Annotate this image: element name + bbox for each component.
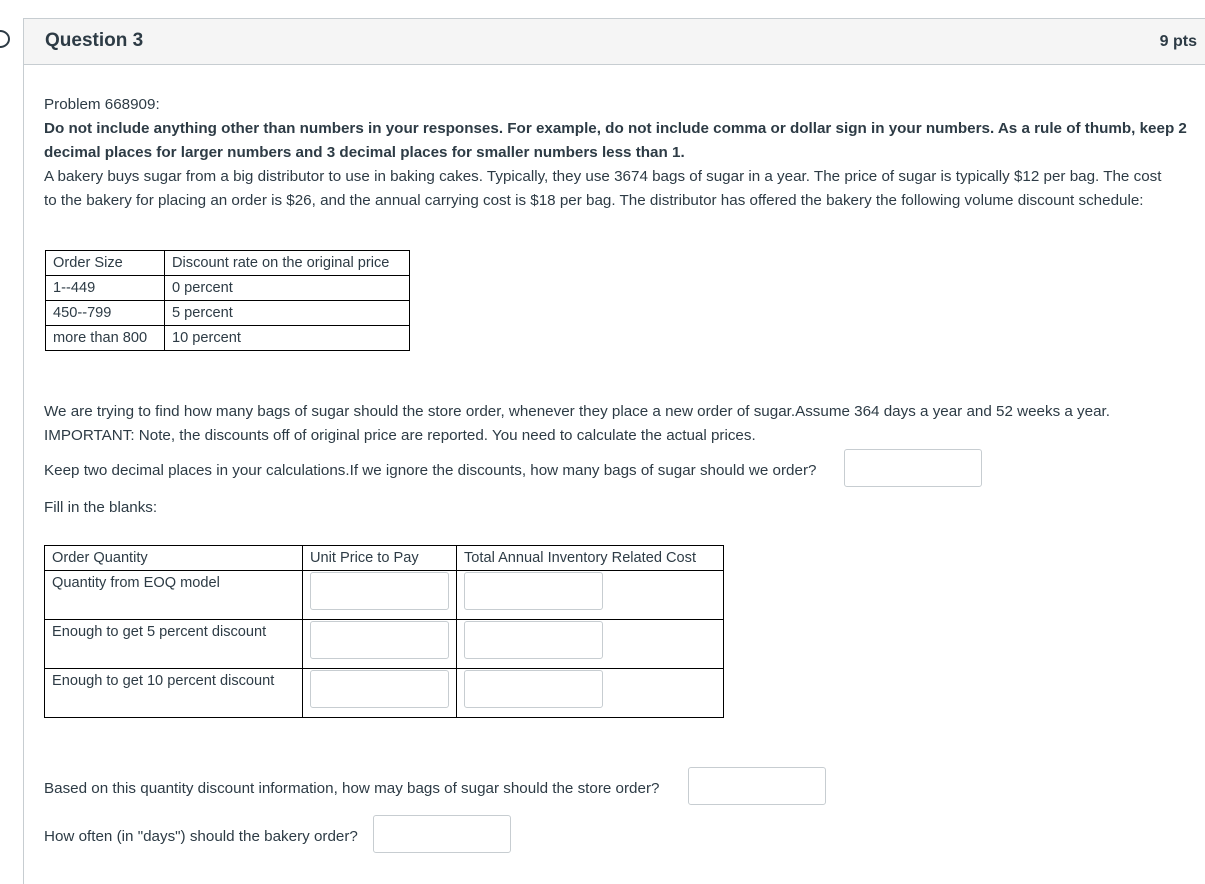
- table-row: [45, 620, 724, 669]
- order-answer-input[interactable]: [688, 767, 826, 805]
- eoq-question: Keep two decimal places in your calculations.If we ignore the discounts, how many bags of sugar should we order?: [44, 462, 817, 479]
- fill-in-table: [44, 545, 724, 718]
- row-label-10-percent: Enough to get 10 percent discount: [45, 669, 303, 718]
- flag-question-icon[interactable]: [0, 30, 10, 48]
- instructions-line-1: Do not include anything other than numbers in your responses. For example, do not include comma or dollar sign in your numbers. As a rule of thumb, keep 2: [44, 120, 1187, 137]
- instructions-line-2: decimal places for larger numbers and 3 decimal places for smaller numbers less than 1.: [44, 144, 685, 161]
- table-cell: [457, 571, 724, 620]
- unit-price-eoq-input[interactable]: [310, 572, 449, 610]
- scenario-line-1: A bakery buys sugar from a big distributor to use in baking cakes. Typically, they use 3674 bags of sugar in a year. The price of sugar is typically $12 per bag. The cost: [44, 168, 1162, 185]
- table-cell: [457, 669, 724, 718]
- days-question: How often (in "days") should the bakery order?: [44, 828, 358, 845]
- table-header-cell: Total Annual Inventory Related Cost: [457, 546, 724, 571]
- table-row: [45, 546, 724, 571]
- table-row: [46, 276, 410, 301]
- task-description: We are trying to find how many bags of sugar should the store order, whenever they place a new order of sugar.Assume 364 days a year and 52 weeks a year.: [44, 403, 1110, 420]
- table-row: [45, 669, 724, 718]
- table-cell: [457, 620, 724, 669]
- table-row: [46, 326, 410, 351]
- total-cost-5-percent-input[interactable]: [464, 621, 603, 659]
- discount-table: [45, 250, 410, 351]
- table-cell: [303, 669, 457, 718]
- important-note: IMPORTANT: Note, the discounts off of original price are reported. You need to calculate the actual prices.: [44, 427, 756, 444]
- total-cost-eoq-input[interactable]: [464, 572, 603, 610]
- unit-price-10-percent-input[interactable]: [310, 670, 449, 708]
- problem-id: Problem 668909:: [44, 96, 160, 113]
- eoq-answer-input[interactable]: [844, 449, 982, 487]
- table-row: [46, 251, 410, 276]
- table-cell: [303, 620, 457, 669]
- scenario-line-2: to the bakery for placing an order is $26, and the annual carrying cost is $18 per bag. The distributor has offered the bakery the following volume discount schedule:: [44, 192, 1144, 209]
- table-header-cell: Unit Price to Pay: [303, 546, 457, 571]
- table-cell: [303, 571, 457, 620]
- question-header: [24, 19, 1205, 65]
- question-title: Question 3: [45, 30, 144, 51]
- table-row: [45, 571, 724, 620]
- table-cell: 0 percent: [165, 276, 410, 301]
- fill-blanks-label: Fill in the blanks:: [44, 499, 158, 516]
- order-question: Based on this quantity discount information, how may bags of sugar should the store order?: [44, 780, 660, 797]
- row-label-eoq: Quantity from EOQ model: [45, 571, 303, 620]
- unit-price-5-percent-input[interactable]: [310, 621, 449, 659]
- table-cell: more than 800: [46, 326, 165, 351]
- table-header-cell: Order Size: [46, 251, 165, 276]
- table-cell: 10 percent: [165, 326, 410, 351]
- table-header-cell: Discount rate on the original price: [165, 251, 410, 276]
- table-cell: 1--449: [46, 276, 165, 301]
- table-cell: 5 percent: [165, 301, 410, 326]
- row-label-5-percent: Enough to get 5 percent discount: [45, 620, 303, 669]
- question-points: 9 pts: [1159, 33, 1197, 50]
- table-header-cell: Order Quantity: [45, 546, 303, 571]
- table-row: [46, 301, 410, 326]
- days-answer-input[interactable]: [373, 815, 511, 853]
- total-cost-10-percent-input[interactable]: [464, 670, 603, 708]
- table-cell: 450--799: [46, 301, 165, 326]
